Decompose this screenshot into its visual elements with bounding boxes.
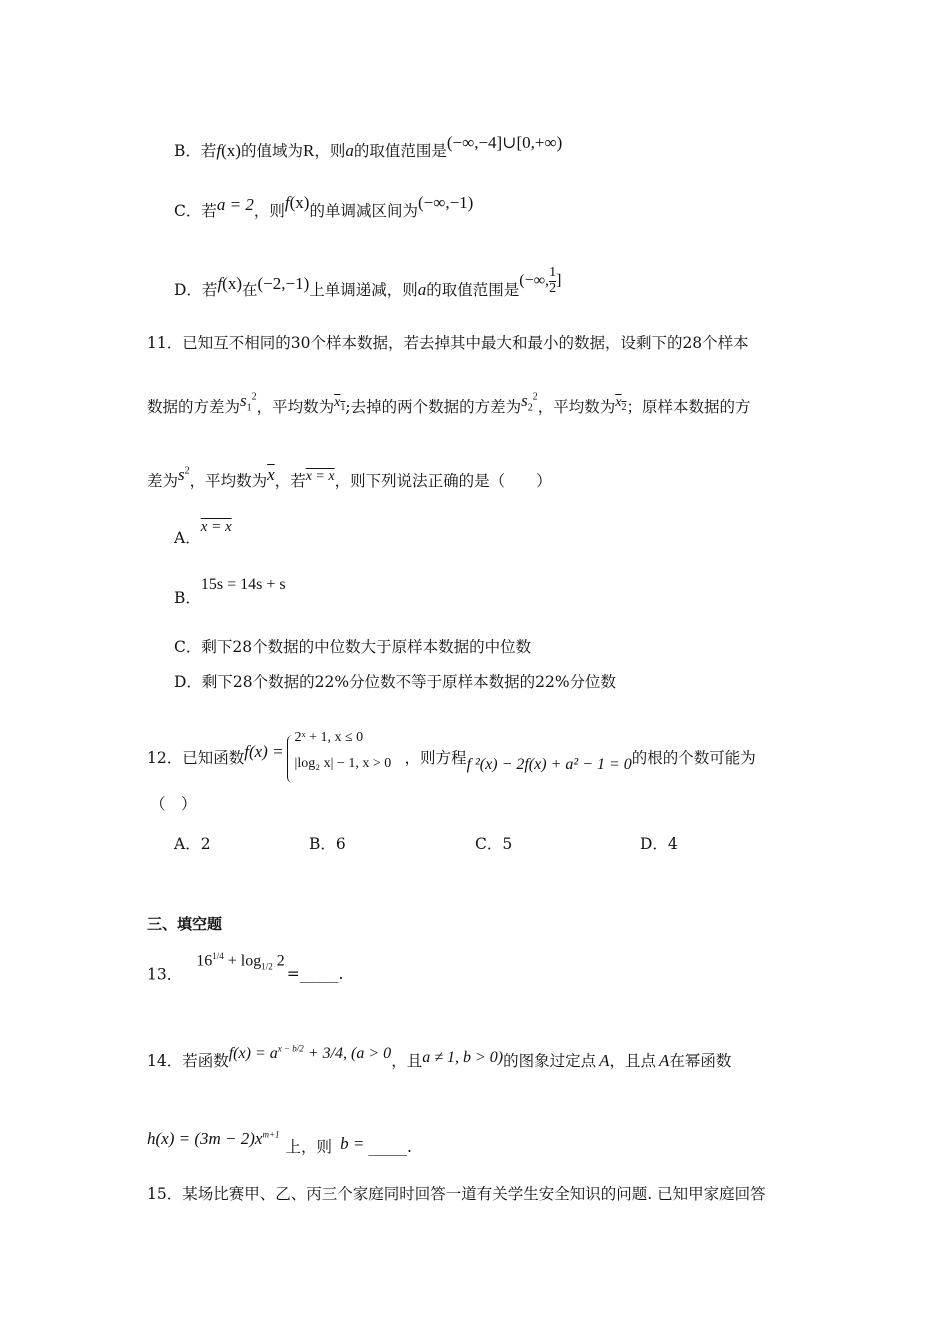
- math-f: f: [216, 141, 222, 160]
- log-arg: 2: [272, 952, 285, 970]
- text: 数据的方差为: [147, 398, 241, 416]
- point-A: A: [599, 1051, 610, 1070]
- text: ，平均数为: [537, 398, 616, 416]
- math-h: [147, 1129, 280, 1148]
- q13-label: 13．: [147, 965, 183, 984]
- math-expr: 15s = 14s + s: [200, 576, 286, 593]
- piece-1: 2ˣ + 1, x ≤ 0: [294, 730, 364, 745]
- q12-line: [147, 730, 756, 783]
- math-equation: f ²(x) − 2f(x) + a² − 1 = 0: [466, 756, 632, 773]
- math-range-d: [519, 265, 562, 296]
- text: ;去掉的两个数据的方差为: [345, 398, 522, 416]
- math-q13: [196, 952, 285, 972]
- q11-option-a: [174, 519, 232, 547]
- q10-b-label: B．若: [174, 142, 217, 160]
- h-exponent: m+1: [262, 1129, 280, 1140]
- q10-option-c: [174, 193, 474, 220]
- fraction: [549, 266, 556, 296]
- q15-line1: 15．某场比赛甲、乙、丙三个家庭同时回答一道有关学生安全知识的问题. 已知甲家庭回答: [147, 1185, 766, 1203]
- math-a: a: [345, 141, 354, 160]
- exponent: 1/4: [212, 951, 224, 961]
- text: 的取值范围是: [353, 142, 447, 160]
- point-A: A: [659, 1051, 670, 1070]
- text: ，若: [274, 472, 306, 490]
- text: ，且点: [609, 1052, 657, 1070]
- log-base: 1/2: [261, 961, 273, 972]
- text: ，则: [253, 202, 285, 220]
- math-a: a: [417, 279, 427, 299]
- q11-a-label: A．: [174, 529, 201, 547]
- text: ，则下列说法正确的是（ ）: [334, 472, 552, 490]
- text: 12．已知函数: [147, 749, 245, 767]
- math-expr: x = x: [200, 519, 232, 535]
- text: ，则方程: [404, 749, 467, 767]
- math-b: b =: [340, 1134, 365, 1153]
- q13-line: [147, 951, 344, 986]
- s: s: [178, 465, 185, 484]
- q12-option-c: C．5: [475, 835, 513, 853]
- h: h(x) = (3m − 2)x: [147, 1129, 263, 1148]
- s: s: [521, 391, 528, 410]
- piecewise: [287, 730, 405, 783]
- range-pre: (−∞,: [519, 271, 550, 289]
- q11-line2: [147, 391, 751, 419]
- text: 的图象过定点: [503, 1052, 597, 1070]
- text: ，则: [314, 142, 346, 160]
- answer-blank: _____.: [368, 1138, 412, 1156]
- text: ；原样本数据的方: [626, 398, 751, 416]
- text: 14．若函数: [147, 1052, 229, 1070]
- text: 的值域为: [240, 142, 303, 160]
- math-x2bar: $x_2$: [615, 395, 627, 413]
- base-16: 16: [196, 952, 213, 970]
- math-eq: x = x: [305, 469, 335, 484]
- text: ，平均数为: [189, 472, 268, 490]
- math-s2sq: $s_2^2$: [521, 391, 538, 414]
- math-s1sq: $s_1^2$: [240, 391, 257, 414]
- text: 上，则: [285, 1138, 333, 1156]
- math-fx: f(x) =: [244, 742, 284, 761]
- x: x: [334, 395, 341, 410]
- q12-paren: （ ）: [150, 795, 197, 813]
- math-xbar: $\overline{x}$: [267, 465, 275, 484]
- text: ，且: [391, 1052, 423, 1070]
- q10-c-label: C．若: [174, 202, 217, 220]
- text: 的取值范围是: [426, 280, 520, 299]
- q10-option-b: [174, 133, 563, 160]
- math-fx: (x): [221, 141, 241, 160]
- math-f: f: [217, 273, 223, 293]
- answer-blank: =_____.: [286, 965, 344, 984]
- x: x: [615, 395, 622, 410]
- math-ssq: $s^2$: [178, 465, 190, 484]
- q11-line1: 11．已知互不相同的30个样本数据，若去掉其中最大和最小的数据，设剩下的28个样本: [147, 334, 749, 352]
- q11-line3: [147, 465, 552, 490]
- q11-b-label: B．: [174, 589, 201, 607]
- math-interval: (−∞,−1): [417, 193, 474, 212]
- q11-option-d: D．剩下28个数据的22%分位数不等于原样本数据的22%分位数: [174, 673, 617, 691]
- log: + log: [223, 952, 262, 970]
- math-range: (−∞,−4]∪[0,+∞): [446, 133, 563, 152]
- exponent: x − b/2: [277, 1043, 304, 1054]
- range-post: ]: [556, 271, 562, 289]
- q10-option-d: [174, 265, 562, 306]
- q14-line1: [147, 1043, 732, 1070]
- text: ，平均数为: [256, 398, 335, 416]
- q14-line2: [147, 1129, 412, 1156]
- func: f(x) = a: [228, 1045, 278, 1062]
- s: s: [240, 391, 247, 410]
- text: 差为: [147, 472, 179, 490]
- numerator: 1: [549, 265, 557, 280]
- text: 在: [242, 280, 258, 299]
- frac-tail: + 3/4, (a > 0: [303, 1045, 392, 1062]
- math-x1bar: $x_1$: [334, 395, 346, 413]
- text: 上单调递减，则: [309, 280, 418, 299]
- text: 在幂函数: [669, 1052, 732, 1070]
- math-cond: a = 2: [216, 195, 254, 214]
- denominator: 2: [549, 280, 557, 296]
- q11-option-b: [174, 576, 286, 607]
- q10-d-label: D．若: [174, 280, 218, 299]
- math-fx: (x): [289, 193, 310, 212]
- text: 的根的个数可能为: [631, 749, 756, 767]
- q12-option-b: B．6: [309, 835, 346, 853]
- q12-option-a: A．2: [174, 835, 211, 853]
- math-f: [229, 1045, 391, 1062]
- math-interval: (−2,−1): [257, 273, 310, 293]
- text: 的单调减区间为: [309, 202, 418, 220]
- math-fx: (x): [222, 273, 242, 293]
- section-heading: 三、填空题: [147, 915, 223, 933]
- piece-2: |log₂ x| − 1, x > 0: [294, 756, 392, 771]
- q12-option-d: D．4: [640, 835, 678, 853]
- math-R: R: [302, 141, 315, 160]
- math-f: f: [284, 193, 290, 212]
- math-cond: a ≠ 1, b > 0): [422, 1049, 504, 1066]
- q11-option-c: C．剩下28个数据的中位数大于原样本数据的中位数: [174, 638, 532, 656]
